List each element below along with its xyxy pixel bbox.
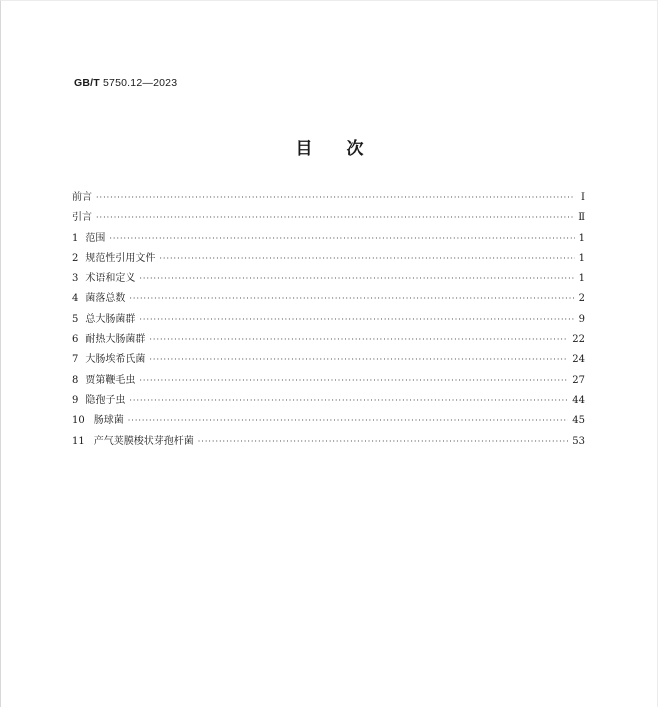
- toc-entry[interactable]: [72, 411, 585, 431]
- toc-entry-label: 术语和定义: [85, 273, 136, 285]
- toc-entry-number: 5: [72, 313, 79, 325]
- toc-entry-number: 10: [72, 415, 85, 427]
- toc-dot-leader: [128, 411, 569, 431]
- toc-entry-number: 6: [72, 334, 79, 346]
- standard-code-number: 5750.12—2023: [103, 77, 178, 89]
- toc-entry[interactable]: [72, 289, 585, 309]
- toc-entry-number: 3: [72, 273, 79, 285]
- standard-code-prefix: GB/T: [74, 77, 100, 89]
- toc-dot-leader: [139, 269, 574, 289]
- toc-entry-page: 2: [578, 293, 585, 305]
- toc-entry-label: 规范性引用文件: [85, 252, 156, 264]
- toc-entry[interactable]: [72, 350, 585, 370]
- toc-entry-number: 1: [72, 232, 79, 244]
- toc-entry-label: 菌落总数: [85, 293, 126, 305]
- toc-entry-number: 9: [72, 394, 79, 406]
- toc-entry-label: 前言: [72, 192, 92, 203]
- toc-entry-page: 44: [572, 394, 585, 406]
- toc-entry-number: 4: [72, 293, 79, 305]
- toc-dot-leader: [159, 249, 574, 269]
- toc-entry-number: 11: [72, 435, 85, 447]
- toc-dot-leader: [149, 350, 568, 370]
- toc-dot-leader: [149, 330, 568, 350]
- toc-dot-leader: [109, 229, 574, 249]
- toc-entry-page: 1: [578, 273, 585, 285]
- toc-entry-page: 9: [578, 313, 585, 325]
- toc-entry-label: 耐热大肠菌群: [85, 334, 146, 346]
- toc-entry[interactable]: [72, 249, 585, 269]
- toc-entry[interactable]: [72, 310, 585, 330]
- toc-dot-leader: [198, 432, 569, 452]
- toc-entry[interactable]: [72, 229, 585, 249]
- toc-entry-label: 总大肠菌群: [85, 313, 136, 325]
- toc-entry-number: 7: [72, 354, 79, 366]
- toc-entry[interactable]: [72, 330, 585, 350]
- toc-dot-leader: [129, 391, 568, 411]
- toc-dot-leader: [129, 289, 574, 309]
- page-title: 目次: [295, 139, 398, 159]
- toc-entry-label: 引言: [72, 212, 92, 224]
- toc-entry[interactable]: [72, 188, 585, 208]
- toc-entry[interactable]: [72, 269, 585, 289]
- toc-entry-label: 肠球菌: [93, 415, 124, 427]
- toc-entry-label: 大肠埃希氏菌: [85, 354, 146, 366]
- toc-dot-leader: [96, 208, 574, 228]
- toc-entry[interactable]: [72, 371, 585, 391]
- toc-entry-page: Ⅰ: [581, 192, 585, 203]
- toc-dot-leader: [96, 188, 575, 208]
- toc-entry-label: 隐孢子虫: [85, 394, 126, 406]
- toc-dot-leader: [139, 310, 574, 330]
- toc-entry-page: 45: [572, 415, 585, 427]
- toc-entry-number: 2: [72, 252, 79, 264]
- toc-entry-number: 8: [72, 374, 79, 386]
- standard-code: [74, 77, 177, 89]
- toc-entry-label: 产气荚膜梭状芽孢杆菌: [93, 435, 194, 447]
- toc-entry-page: 53: [572, 435, 585, 447]
- toc-entry-page: 27: [572, 374, 585, 386]
- toc-dot-leader: [139, 371, 568, 391]
- toc-entry-page: 22: [572, 334, 585, 346]
- toc-entry-page: 24: [572, 354, 585, 366]
- toc-entry[interactable]: [72, 432, 585, 452]
- table-of-contents: [72, 188, 585, 452]
- toc-entry-page: Ⅱ: [578, 212, 585, 224]
- toc-entry[interactable]: [72, 391, 585, 411]
- toc-entry[interactable]: [72, 208, 585, 228]
- toc-entry-page: 1: [578, 252, 585, 264]
- toc-entry-label: 范围: [85, 232, 106, 244]
- toc-entry-page: 1: [578, 232, 585, 244]
- toc-entry-label: 贾第鞭毛虫: [85, 374, 136, 386]
